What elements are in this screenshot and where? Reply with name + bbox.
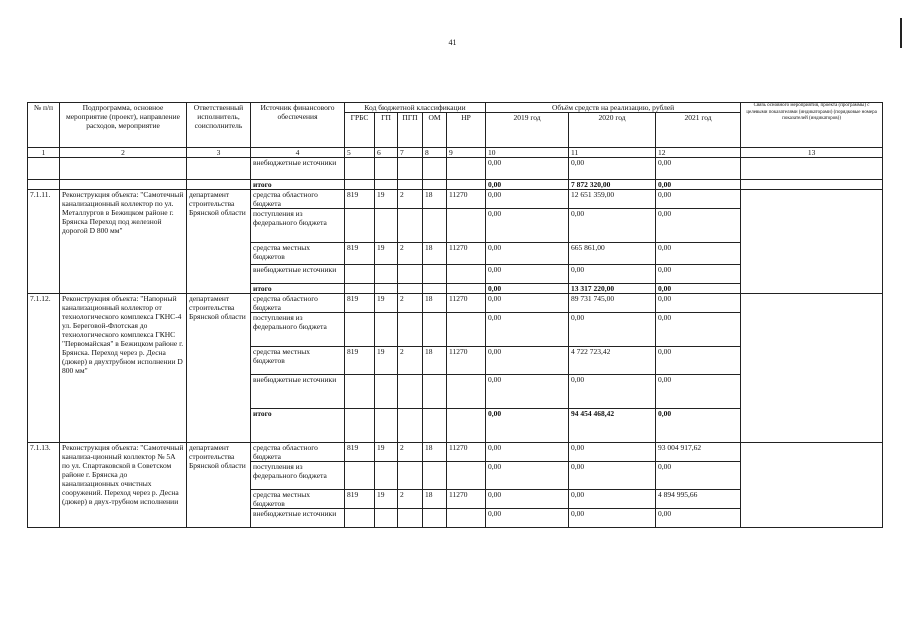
header-nr: НР [447, 113, 486, 148]
value-2020: 12 651 359,00 [569, 190, 656, 209]
header-2021: 2021 год [656, 113, 741, 148]
value-2021: 0,00 [656, 209, 741, 243]
om-cell: 18 [423, 490, 447, 509]
value-2019: 0,00 [486, 190, 569, 209]
table-row [28, 190, 883, 209]
source-cell: внебюджетные источники [251, 375, 345, 409]
value-2020: 0,00 [569, 313, 656, 347]
value-2021: 0,00 [656, 284, 741, 294]
value-2019: 0,00 [486, 158, 569, 180]
value-2020: 0,00 [569, 443, 656, 462]
header-om: ОМ [423, 113, 447, 148]
value-2020: 0,00 [569, 209, 656, 243]
section-num: 7.1.13. [28, 443, 60, 528]
value-2021: 0,00 [656, 180, 741, 190]
source-cell: поступления из федерального бюджета [251, 209, 345, 243]
header-budget-code: Код бюджетной классификации [345, 103, 486, 113]
value-2019: 0,00 [486, 409, 569, 443]
header-program: Подпрограмма, основное мероприятие (проект), направление расходов, мероприятие [60, 103, 187, 148]
grbs-cell: 819 [345, 294, 375, 313]
header-grbs: ГРБС [345, 113, 375, 148]
pgp-cell: 2 [398, 490, 423, 509]
gp-cell: 19 [375, 294, 398, 313]
value-2021: 0,00 [656, 375, 741, 409]
header-source: Источник финансового обеспечения [251, 103, 345, 148]
gp-cell: 19 [375, 490, 398, 509]
source-cell: средства областного бюджета [251, 443, 345, 462]
value-2019: 0,00 [486, 180, 569, 190]
value-2021: 0,00 [656, 243, 741, 265]
pgp-cell: 2 [398, 294, 423, 313]
value-2021: 93 004 917,62 [656, 443, 741, 462]
source-cell: средства областного бюджета [251, 190, 345, 209]
source-cell: итого [251, 409, 345, 443]
gp-cell: 19 [375, 243, 398, 265]
om-cell: 18 [423, 243, 447, 265]
value-2020: 13 317 220,00 [569, 284, 656, 294]
value-2019: 0,00 [486, 209, 569, 243]
value-2021: 0,00 [656, 294, 741, 313]
section-program: Реконструкция объекта: "Напорный канализационный коллектор от технологического комплекса ГКНС-4 ул. Береговой-Флотская до технологического комплекса ГКНС "Первомайская" в Бежицком районе г. Брянска. Переход через р. Десна (дюкер) в двухтрубном исполнении D 800 мм" [60, 294, 187, 443]
value-2019: 0,00 [486, 509, 569, 528]
value-2019: 0,00 [486, 265, 569, 284]
value-2019: 0,00 [486, 243, 569, 265]
section-executor: департамент строительства Брянской области [187, 443, 251, 528]
column-number: 4 [251, 148, 345, 158]
gp-cell: 19 [375, 347, 398, 375]
value-2021: 0,00 [656, 265, 741, 284]
column-number: 13 [741, 148, 883, 158]
value-2020: 0,00 [569, 375, 656, 409]
column-numbers-row [28, 148, 883, 158]
scan-edge-mark [900, 18, 902, 48]
value-2021: 0,00 [656, 190, 741, 209]
grbs-cell: 819 [345, 347, 375, 375]
column-number: 11 [569, 148, 656, 158]
page-number: 41 [448, 38, 457, 47]
header-volume: Объём средств на реализацию, рублей [486, 103, 741, 113]
table-row [28, 158, 883, 180]
value-2019: 0,00 [486, 462, 569, 490]
value-2019: 0,00 [486, 490, 569, 509]
header-pgp: ПГП [398, 113, 423, 148]
om-cell: 18 [423, 443, 447, 462]
column-number: 5 [345, 148, 375, 158]
section-executor: департамент строительства Брянской области [187, 294, 251, 443]
value-2021: 0,00 [656, 462, 741, 490]
section-num: 7.1.12. [28, 294, 60, 443]
om-cell: 18 [423, 190, 447, 209]
value-2019: 0,00 [486, 347, 569, 375]
value-2020: 0,00 [569, 265, 656, 284]
header-link: Связь основного мероприятия, проекта (программы) с целевыми показателями (индикаторами) (порядковые номера показателей (индикаторов)) [741, 103, 883, 148]
value-2020: 0,00 [569, 462, 656, 490]
table-row [28, 294, 883, 313]
source-cell: итого [251, 284, 345, 294]
budget-table [27, 102, 883, 528]
section-num: 7.1.11. [28, 190, 60, 294]
header-2020: 2020 год [569, 113, 656, 148]
header-executor: Ответственный исполнитель, соисполнитель [187, 103, 251, 148]
header-gp: ГП [375, 113, 398, 148]
source-cell: внебюджетные источники [251, 509, 345, 528]
nr-cell: 11270 [447, 294, 486, 313]
grbs-cell: 819 [345, 243, 375, 265]
source-cell: внебюджетные источники [251, 158, 345, 180]
column-number: 12 [656, 148, 741, 158]
nr-cell: 11270 [447, 243, 486, 265]
value-2021: 0,00 [656, 313, 741, 347]
source-cell: средства местных бюджетов [251, 347, 345, 375]
gp-cell: 19 [375, 190, 398, 209]
om-cell: 18 [423, 347, 447, 375]
table-row [28, 443, 883, 462]
value-2021: 0,00 [656, 409, 741, 443]
source-cell: внебюджетные источники [251, 265, 345, 284]
value-2021: 0,00 [656, 509, 741, 528]
value-2019: 0,00 [486, 375, 569, 409]
om-cell: 18 [423, 294, 447, 313]
pgp-cell: 2 [398, 190, 423, 209]
value-2020: 0,00 [569, 490, 656, 509]
source-cell: средства областного бюджета [251, 294, 345, 313]
source-cell: средства местных бюджетов [251, 243, 345, 265]
value-2020: 7 872 320,00 [569, 180, 656, 190]
value-2019: 0,00 [486, 284, 569, 294]
value-2020: 0,00 [569, 509, 656, 528]
source-cell: средства местных бюджетов [251, 490, 345, 509]
value-2021: 0,00 [656, 347, 741, 375]
value-2021: 0,00 [656, 158, 741, 180]
value-2020: 0,00 [569, 158, 656, 180]
column-number: 3 [187, 148, 251, 158]
column-number: 7 [398, 148, 423, 158]
value-2019: 0,00 [486, 443, 569, 462]
header-2019: 2019 год [486, 113, 569, 148]
value-2019: 0,00 [486, 313, 569, 347]
source-cell: поступления из федерального бюджета [251, 462, 345, 490]
section-program: Реконструкция объекта: "Самотечный канализационный коллектор по ул. Металлургов в Бежицком районе г. Брянска Переход под железной дорогой D 800 мм" [60, 190, 187, 294]
nr-cell: 11270 [447, 443, 486, 462]
pgp-cell: 2 [398, 243, 423, 265]
value-2021: 4 894 995,66 [656, 490, 741, 509]
column-number: 6 [375, 148, 398, 158]
grbs-cell: 819 [345, 190, 375, 209]
nr-cell: 11270 [447, 490, 486, 509]
section-program: Реконструкция объекта: "Самотечный канализа-ционный коллектор № 5А по ул. Спартаковской в Советском районе г. Брянска до канализационных очистных сооружений. Переход через р. Десна (дюкер) в двух-трубном исполнении [60, 443, 187, 528]
nr-cell: 11270 [447, 347, 486, 375]
pgp-cell: 2 [398, 443, 423, 462]
grbs-cell: 819 [345, 490, 375, 509]
column-number: 2 [60, 148, 187, 158]
source-cell: поступления из федерального бюджета [251, 313, 345, 347]
value-2020: 4 722 723,42 [569, 347, 656, 375]
header-num: № п/п [28, 103, 60, 148]
grbs-cell: 819 [345, 443, 375, 462]
column-number: 1 [28, 148, 60, 158]
source-cell: итого [251, 180, 345, 190]
value-2020: 89 731 745,00 [569, 294, 656, 313]
section-executor: департамент строительства Брянской области [187, 190, 251, 294]
column-number: 8 [423, 148, 447, 158]
column-number: 10 [486, 148, 569, 158]
nr-cell: 11270 [447, 190, 486, 209]
table-row-total [28, 180, 883, 190]
column-number: 9 [447, 148, 486, 158]
pgp-cell: 2 [398, 347, 423, 375]
value-2019: 0,00 [486, 294, 569, 313]
gp-cell: 19 [375, 443, 398, 462]
value-2020: 94 454 468,42 [569, 409, 656, 443]
value-2020: 665 861,00 [569, 243, 656, 265]
